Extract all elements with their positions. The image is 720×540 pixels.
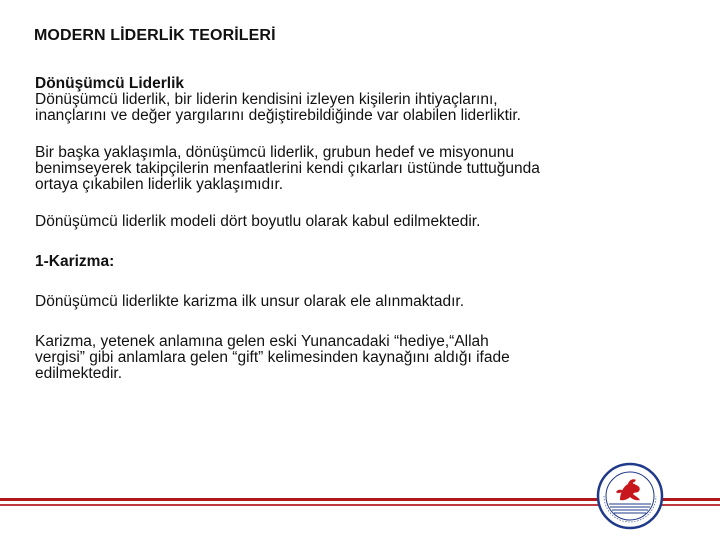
body-line: Dönüşümcü liderlik, bir liderin kendisini izleyen kişilerin ihtiyaçlarını,	[35, 91, 498, 108]
text-block	[35, 76, 695, 124]
body-line: edilmektedir.	[35, 365, 123, 382]
subheading: Dönüşümcü Liderlik	[35, 75, 184, 92]
body-line: Karizma, yetenek anlamına gelen eski Yunancadaki “hediye,“Allah	[35, 333, 489, 350]
university-logo-icon	[596, 462, 664, 530]
body-line: vergisi” gibi anlamlara gelen “gift” kelimesinden kaynağını aldığı ifade	[35, 349, 510, 366]
text-block	[35, 334, 695, 382]
slide-title: MODERN LİDERLİK TEORİLERİ	[34, 27, 276, 44]
text-block	[35, 294, 695, 310]
text-block	[35, 254, 695, 270]
body-line: ortaya çıkabilen liderlik yaklaşımıdır.	[35, 176, 284, 193]
subheading: 1-Karizma:	[35, 253, 115, 270]
body-line: benimseyerek takipçilerin menfaatlerini kendi çıkarları üstünde tuttuğunda	[35, 160, 540, 177]
body-line: Dönüşümcü liderlik modeli dört boyutlu olarak kabul edilmektedir.	[35, 213, 481, 230]
body-line: inançlarını ve değer yargılarını değiştirebildiğinde var olabilen liderliktir.	[35, 107, 521, 124]
slide-body	[35, 76, 695, 403]
body-line: Bir başka yaklaşımla, dönüşümcü liderlik, grubun hedef ve misyonunu	[35, 144, 515, 161]
text-block	[35, 214, 695, 230]
body-line: Dönüşümcü liderlikte karizma ilk unsur olarak ele alınmaktadır.	[35, 293, 465, 310]
text-block	[35, 145, 695, 193]
